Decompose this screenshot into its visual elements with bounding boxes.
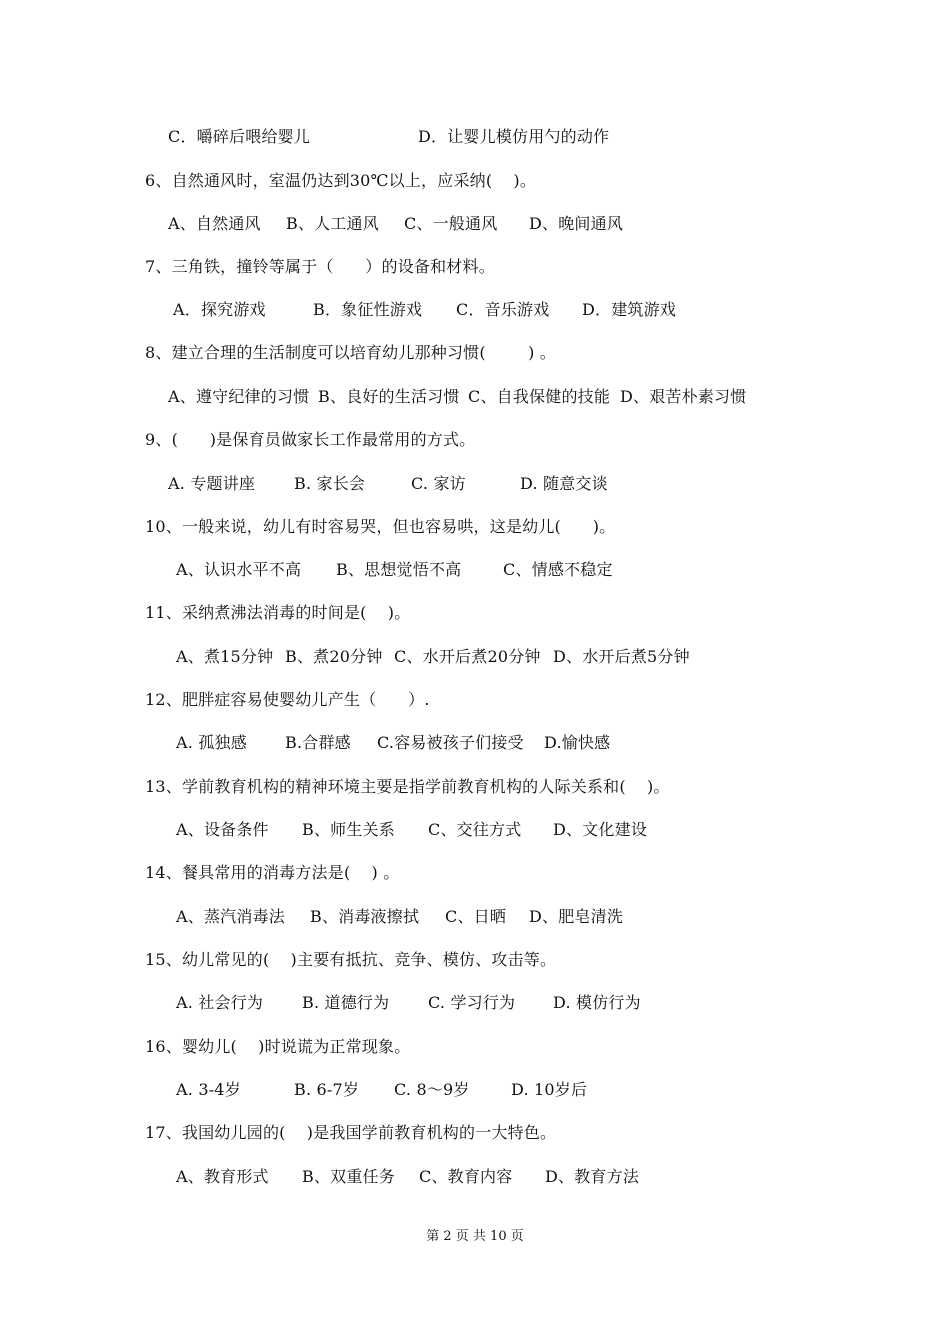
q11-option-b: B、煮20分钟 xyxy=(285,647,383,666)
q8-option-a: A、遵守纪律的习惯 xyxy=(168,387,310,406)
q11-option-c: C、水开后煮20分钟 xyxy=(394,647,541,666)
q6-option-a: A、自然通风 xyxy=(168,214,261,233)
page-footer: 第 2 页 共 10 页 xyxy=(426,1229,524,1244)
q11-question: 11、采纳煮沸法消毒的时间是( )。 xyxy=(145,603,411,622)
q15-option-a: A. 社会行为 xyxy=(176,993,264,1012)
q7-question: 7、三角铁，撞铃等属于（ ）的设备和材料。 xyxy=(145,257,495,276)
q8-option-d: D、艰苦朴素习惯 xyxy=(620,387,747,406)
q14-question: 14、餐具常用的消毒方法是( ) 。 xyxy=(145,863,400,882)
q17-question: 17、我国幼儿园的( )是我国学前教育机构的一大特色。 xyxy=(145,1123,557,1142)
q7-option-a: A．探究游戏 xyxy=(173,300,266,319)
q15-option-d: D. 模仿行为 xyxy=(553,993,641,1012)
q12-option-b: B.合群感 xyxy=(285,733,351,752)
q15-option-b: B. 道德行为 xyxy=(302,993,390,1012)
q13-option-a: A、设备条件 xyxy=(176,820,269,839)
q9-option-b: B. 家长会 xyxy=(294,474,366,493)
q16-option-a: A. 3-4岁 xyxy=(176,1080,241,1099)
q9-option-a: A. 专题讲座 xyxy=(168,474,256,493)
q14-option-c: C、日晒 xyxy=(445,907,507,926)
q17-option-b: B、双重任务 xyxy=(302,1167,395,1186)
q11-option-a: A、煮15分钟 xyxy=(176,647,274,666)
q7-option-b: B．象征性游戏 xyxy=(313,300,423,319)
q16-option-d: D. 10岁后 xyxy=(511,1080,588,1099)
q9-option-d: D. 随意交谈 xyxy=(520,474,608,493)
q15-question: 15、幼儿常见的( )主要有抵抗、竞争、模仿、攻击等。 xyxy=(145,950,557,969)
q12-question: 12、肥胖症容易使婴幼儿产生（ ）. xyxy=(145,690,430,709)
q8-question: 8、建立合理的生活制度可以培育幼儿那种习惯( ) 。 xyxy=(145,343,557,362)
q16-option-c: C. 8～9岁 xyxy=(394,1080,470,1099)
q9-option-c: C. 家访 xyxy=(411,474,466,493)
q13-option-c: C、交往方式 xyxy=(428,820,522,839)
q16-option-b: B. 6-7岁 xyxy=(294,1080,360,1099)
q12-option-a: A. 孤独感 xyxy=(176,733,247,752)
q6-option-d: D、晚间通风 xyxy=(529,214,624,233)
q17-option-d: D、教育方法 xyxy=(545,1167,640,1186)
q13-option-b: B、师生关系 xyxy=(302,820,395,839)
q7-option-c: C．音乐游戏 xyxy=(456,300,550,319)
q15-option-c: C. 学习行为 xyxy=(428,993,516,1012)
q11-option-d: D、水开后煮5分钟 xyxy=(553,647,690,666)
q17-option-a: A、教育形式 xyxy=(176,1167,269,1186)
q17-option-c: C、教育内容 xyxy=(419,1167,513,1186)
q14-option-a: A、蒸汽消毒法 xyxy=(176,907,285,926)
q14-option-b: B、消毒液擦拭 xyxy=(310,907,420,926)
q12-option-c: C.容易被孩子们接受 xyxy=(377,733,524,752)
q16-question: 16、婴幼儿( )时说谎为正常现象。 xyxy=(145,1037,411,1056)
q10-option-c: C、情感不稳定 xyxy=(503,560,613,579)
q10-option-a: A、认识水平不高 xyxy=(176,560,302,579)
q6-question: 6、自然通风时，室温仍达到30℃以上，应采纳( )。 xyxy=(145,171,537,190)
q8-option-c: C、自我保健的技能 xyxy=(468,387,611,406)
q10-option-b: B、思想觉悟不高 xyxy=(336,560,462,579)
q6-option-c: C、一般通风 xyxy=(404,214,498,233)
q14-option-d: D、肥皂清洗 xyxy=(529,907,624,926)
q12-option-d: D.愉快感 xyxy=(544,733,611,752)
q6-option-b: B、人工通风 xyxy=(286,214,379,233)
q8-option-b: B、良好的生活习惯 xyxy=(318,387,460,406)
q13-option-d: D、文化建设 xyxy=(553,820,648,839)
q13-question: 13、学前教育机构的精神环境主要是指学前教育机构的人际关系和( )。 xyxy=(145,777,670,796)
q10-question: 10、一般来说，幼儿有时容易哭，但也容易哄，这是幼儿( )。 xyxy=(145,517,616,536)
q5-option-d: D．让婴儿模仿用勺的动作 xyxy=(418,127,610,146)
q7-option-d: D．建筑游戏 xyxy=(582,300,677,319)
q9-question: 9、( )是保育员做家长工作最常用的方式。 xyxy=(145,430,476,449)
q5-option-c: C．嚼碎后喂给婴儿 xyxy=(168,127,311,146)
